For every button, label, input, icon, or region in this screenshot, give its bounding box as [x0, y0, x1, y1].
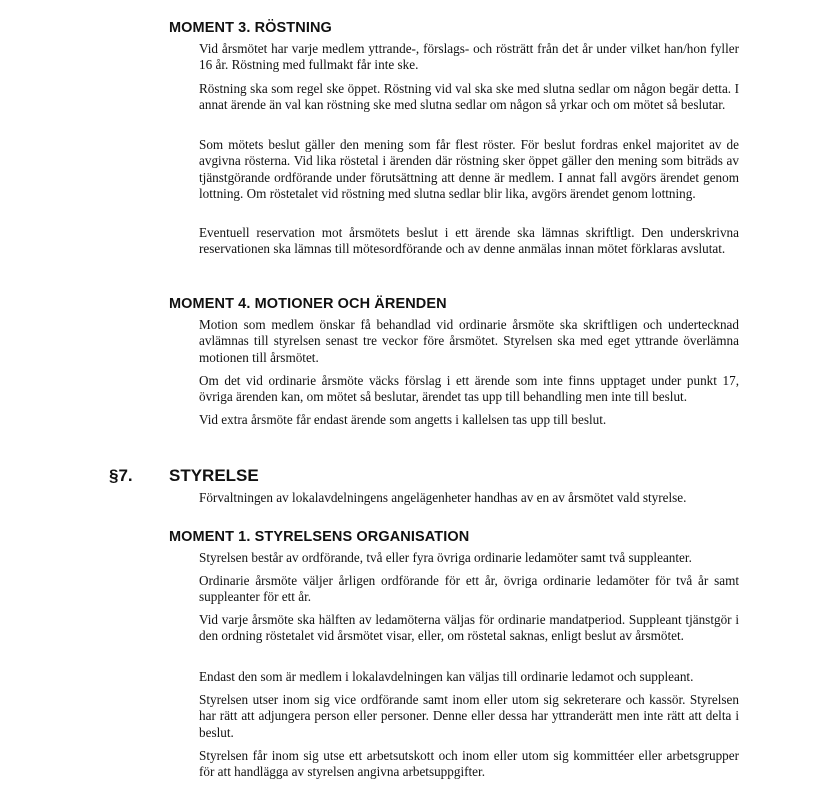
paragraph: Ordinarie årsmöte väljer årligen ordförande för ett år, övriga ordinarie ledamöter för två år samt suppleanter för ett år. — [199, 573, 739, 605]
paragraph: Röstning ska som regel ske öppet. Röstning vid val ska ske med slutna sedlar om någon begär detta. I annat ärende än val kan röstning ske med slutna sedlar om någon så yrkar och om mötet så beslutar. — [199, 81, 739, 113]
section-title: STYRELSE — [169, 466, 259, 485]
moment-3-heading: MOMENT 3. RÖSTNING — [169, 20, 332, 36]
paragraph: Styrelsen består av ordförande, två eller fyra övriga ordinarie ledamöter samt två suppleanter. — [199, 550, 692, 565]
paragraph: Om det vid ordinarie årsmöte väcks förslag i ett ärende som inte finns upptaget under punkt 17, övriga ärenden kan, om mötet så beslutar, ärendet tas upp till behandling men inte till beslut. — [199, 373, 739, 405]
moment-1-heading: MOMENT 1. STYRELSENS ORGANISATION — [169, 529, 470, 545]
paragraph: Vid årsmötet har varje medlem yttrande-, förslags- och rösträtt från det år under vilket han/hon fyller 16 år. Röstning med fullmakt får inte ske. — [199, 41, 739, 73]
section-number: §7. — [109, 466, 133, 485]
paragraph: Styrelsen utser inom sig vice ordförande samt inom eller utom sig sekreterare och kassör. Styrelsen har rätt att adjungera person eller personer. Denne eller dessa har yttranderätt men inte rätt att delta i beslut. — [199, 692, 739, 740]
section-intro: Förvaltningen av lokalavdelningens angelägenheter handhas av en av årsmötet vald styrelse. — [199, 490, 687, 505]
paragraph: Eventuell reservation mot årsmötets beslut i ett ärende ska lämnas skriftligt. Den underskrivna reservationen ska lämnas till mötesordförande och av denne anmälas innan mötet förklaras avslutat. — [199, 225, 739, 257]
paragraph: Endast den som är medlem i lokalavdelningen kan väljas till ordinarie ledamot och suppleant. — [199, 669, 694, 684]
paragraph: Vid varje årsmöte ska hälften av ledamöterna väljas för ordinarie mandatperiod. Suppleant tjänstgör i den ordning röstetalet vid årsmötet visar, eller, om röstetal saknas, enligt beslut av årsmötet. — [199, 612, 739, 644]
paragraph: Styrelsen får inom sig utse ett arbetsutskott och inom eller utom sig kommittéer eller arbetsgrupper för att handlägga av styrelsen angivna arbetsuppgifter. — [199, 748, 739, 780]
moment-4-heading: MOMENT 4. MOTIONER OCH ÄRENDEN — [169, 296, 447, 312]
paragraph: Vid extra årsmöte får endast ärende som angetts i kallelsen tas upp till beslut. — [199, 412, 607, 427]
paragraph: Motion som medlem önskar få behandlad vid ordinarie årsmöte ska skriftligen och undertecknad avlämnas till styrelsen senast tre veckor före årsmötet. Styrelsen ska med eget yttrande överlämna motionen till årsmötet. — [199, 317, 739, 365]
paragraph: Som mötets beslut gäller den mening som får flest röster. För beslut fordras enkel majoritet av de avgivna rösterna. Vid lika röstetal i ärenden där röstning sker öppet gäller den mening som biträds av tjänstgörande ordförande under förutsättning att denne är medlem. I annat fall avgörs ärendet genom lottning. Om röstetalet vid röstning med slutna sedlar blir lika, avgörs ärendet genom lottning. — [199, 137, 739, 201]
